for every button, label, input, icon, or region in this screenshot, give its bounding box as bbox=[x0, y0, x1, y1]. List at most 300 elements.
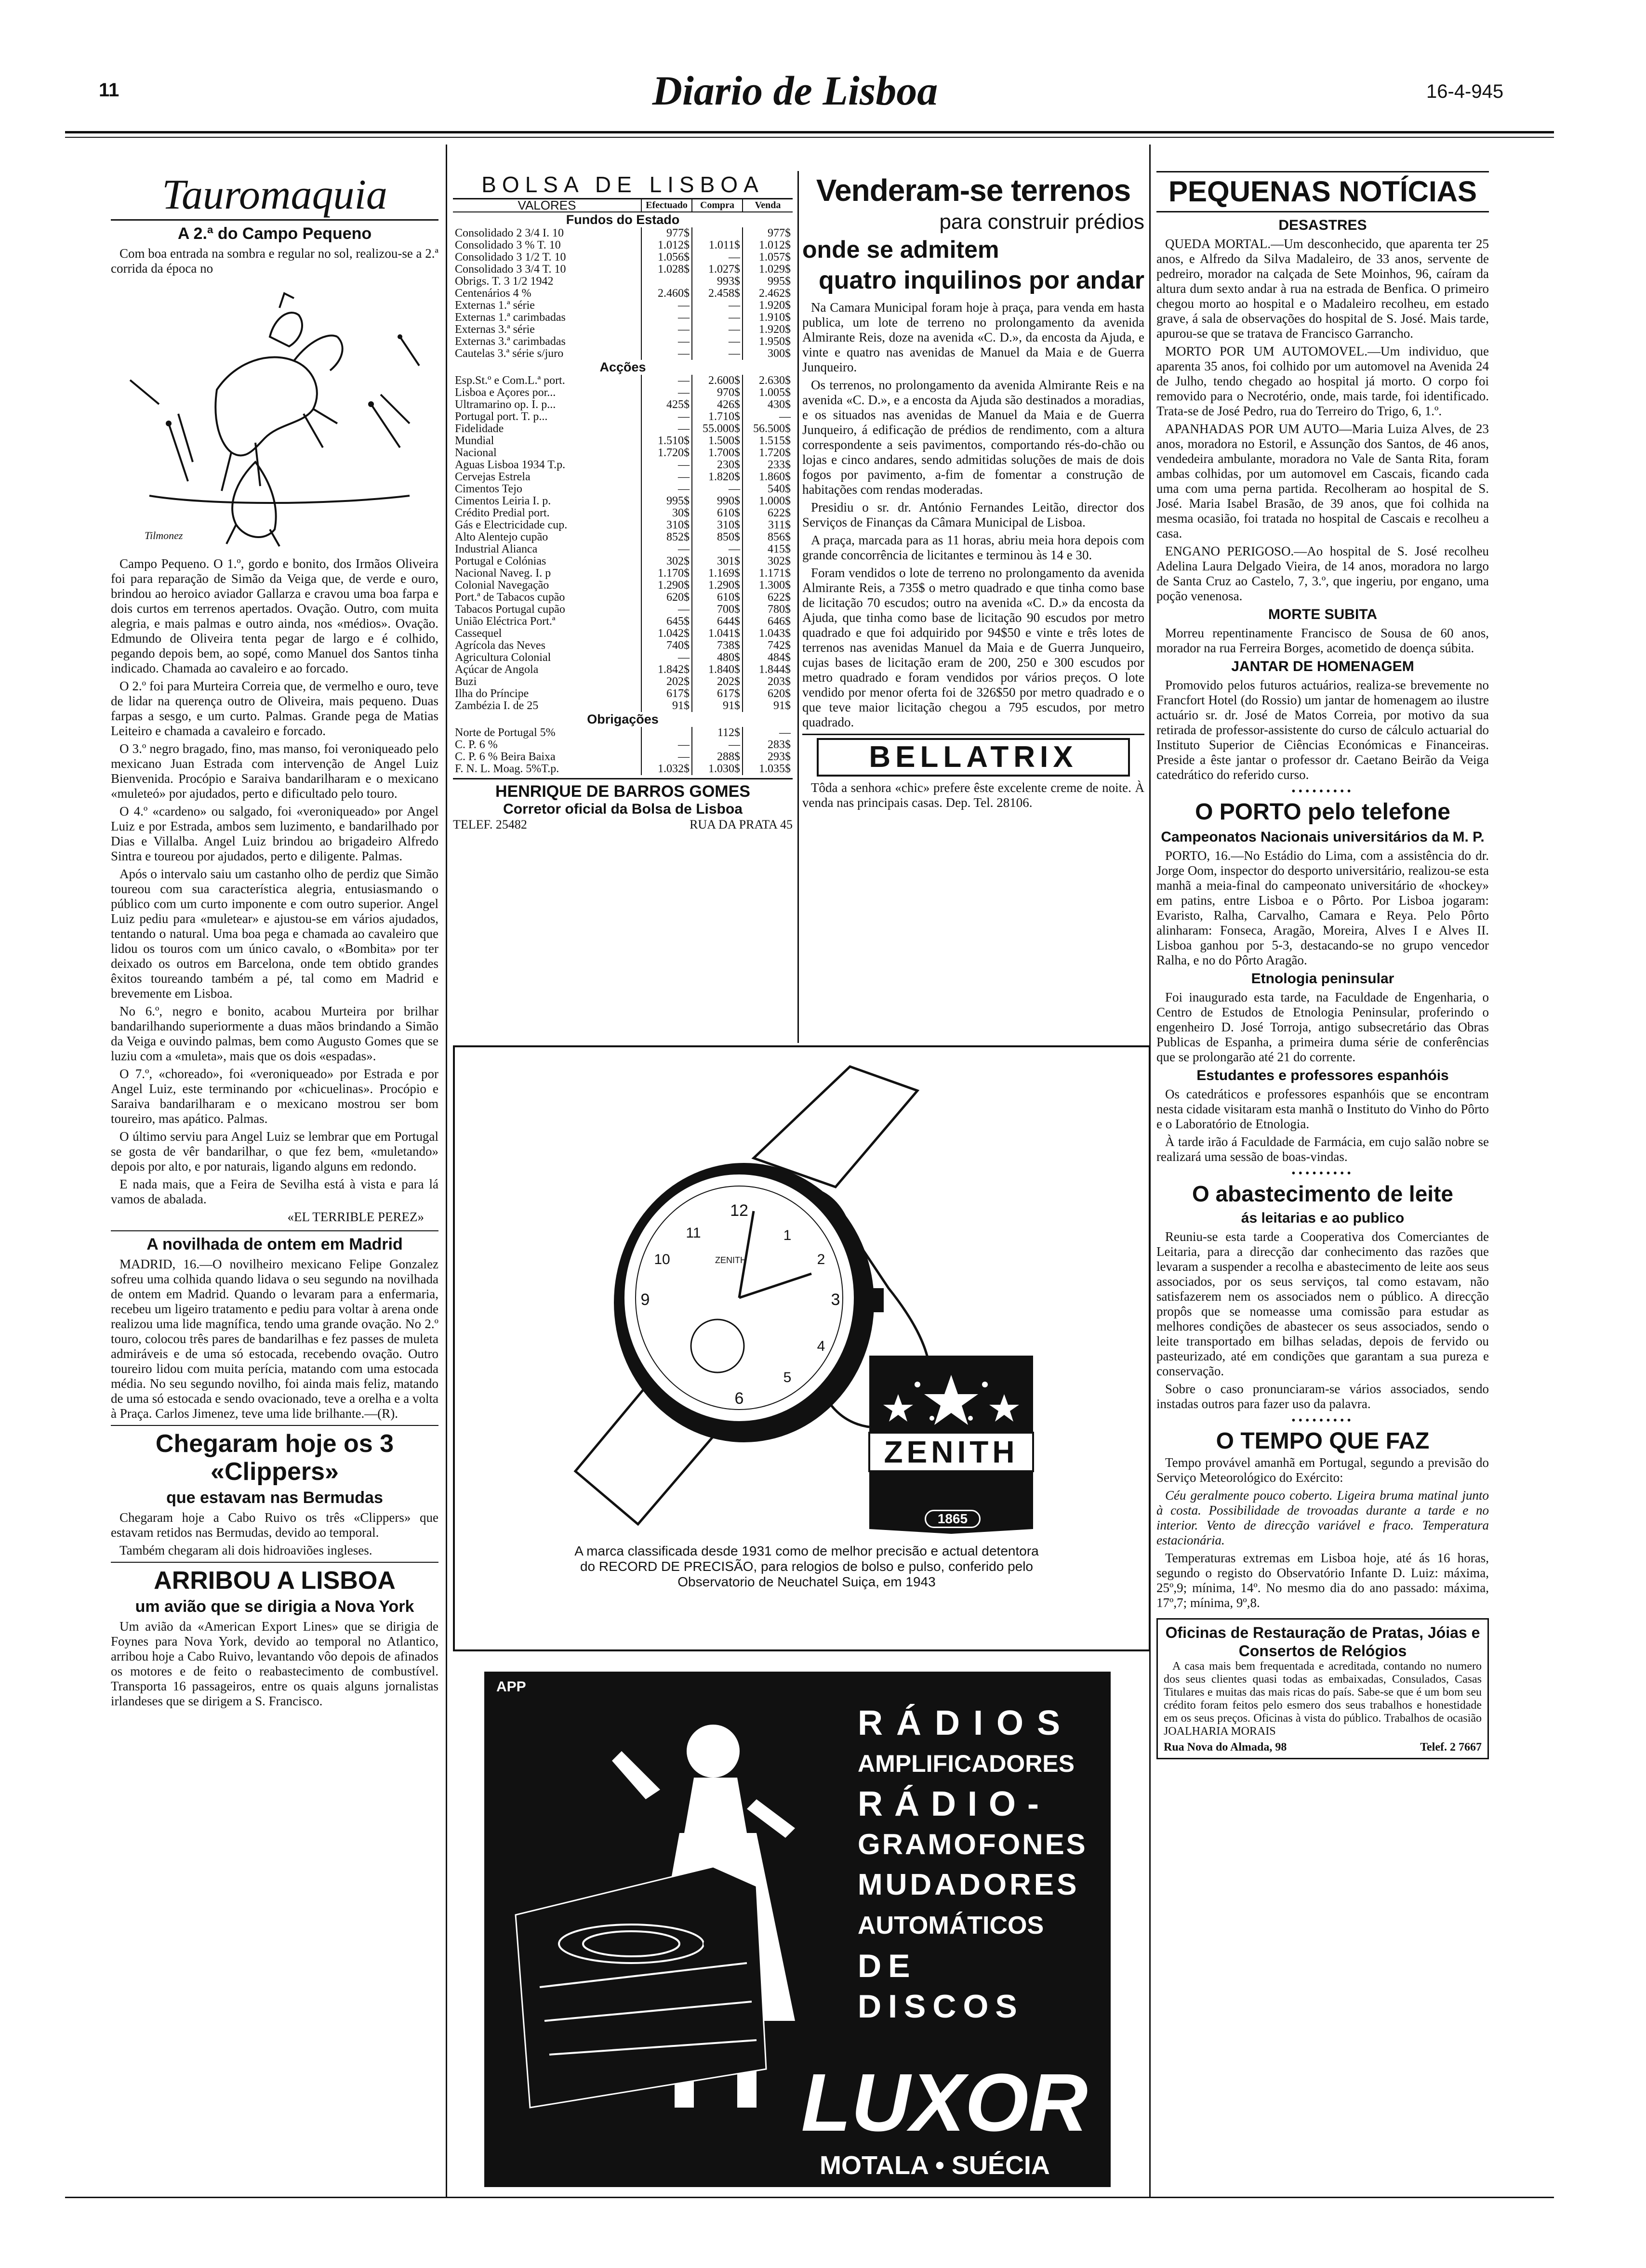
price-cell: 56.500$ bbox=[743, 423, 793, 435]
subsection-head: Etnologia peninsular bbox=[1251, 971, 1394, 987]
table-row bbox=[453, 312, 793, 324]
price-cell: — bbox=[692, 324, 743, 336]
column-pequenas-noticias bbox=[1156, 171, 1489, 1759]
security-name: C. P. 6 % Beira Baixa bbox=[455, 751, 556, 763]
column-header: Venda bbox=[743, 199, 793, 212]
table-row bbox=[453, 288, 793, 300]
price-cell: 415$ bbox=[743, 543, 793, 555]
table-row bbox=[453, 567, 793, 580]
price-cell: 91$ bbox=[692, 700, 743, 712]
column-divider bbox=[797, 171, 799, 1043]
price-cell: 1.169$ bbox=[692, 567, 743, 580]
table-row bbox=[453, 399, 793, 411]
price-cell: 1.011$ bbox=[692, 239, 743, 251]
security-name: Consolidado 2 3/4 I. 10 bbox=[455, 227, 564, 239]
table-row bbox=[453, 423, 793, 435]
price-cell: 993$ bbox=[692, 276, 743, 288]
security-name: Cimentos Tejo bbox=[455, 483, 522, 495]
price-cell: 1.012$ bbox=[743, 239, 793, 251]
price-cell: 1.005$ bbox=[743, 387, 793, 399]
price-cell: 425$ bbox=[641, 399, 692, 411]
security-name: Aguas Lisboa 1934 T.p. bbox=[455, 459, 566, 471]
security-name: Cautelas 3.ª série s/juro bbox=[455, 348, 564, 360]
price-cell: 970$ bbox=[692, 387, 743, 399]
security-name: Obrigs. T. 3 1/2 1942 bbox=[455, 276, 554, 288]
price-cell: — bbox=[692, 739, 743, 751]
price-cell: 1.950$ bbox=[743, 336, 793, 348]
section-title-tauromaquia: Tauromaquia bbox=[111, 171, 438, 221]
price-cell: 1.290$ bbox=[692, 580, 743, 592]
article-paragraph: No 6.º, negro e bonito, acabou Murteira por brilhar bandarilhando superiormente a duas mãos brindando a Simão da Veiga e ouvindo palmas, bem como Augusto Gomes que se luziu com a «muleta», mais que os dois «espadas». bbox=[111, 1004, 438, 1063]
price-cell: 2.458$ bbox=[692, 288, 743, 300]
price-cell: 310$ bbox=[692, 519, 743, 531]
price-cell: — bbox=[641, 471, 692, 483]
price-cell: 1.030$ bbox=[692, 763, 743, 775]
table-row bbox=[453, 616, 793, 628]
price-cell: 995$ bbox=[743, 276, 793, 288]
table-row bbox=[453, 531, 793, 543]
price-cell: 2.630$ bbox=[743, 375, 793, 387]
joalharia-ad bbox=[1156, 1618, 1489, 1759]
article-paragraph: E nada mais, que a Feira de Sevilha está à vista e para lá vamos de abalada. bbox=[111, 1177, 438, 1206]
table-row bbox=[453, 507, 793, 519]
price-cell: — bbox=[641, 483, 692, 495]
news-paragraph: Morreu repentinamente Francisco de Sousa de 60 anos, morador na rua Ferreira Borges, acometido de doença súbita. bbox=[1156, 626, 1489, 655]
security-name: Colonial Navegação bbox=[455, 580, 549, 592]
luxor-line: RÁDIOS bbox=[858, 1704, 1074, 1742]
headline-line2: para construir prédios bbox=[939, 210, 1144, 234]
price-cell: 1.290$ bbox=[641, 580, 692, 592]
stock-exchange-table bbox=[453, 171, 793, 832]
price-cell: 1.035$ bbox=[743, 763, 793, 775]
table-row bbox=[453, 459, 793, 471]
price-cell: 1.515$ bbox=[743, 435, 793, 447]
price-cell: — bbox=[641, 604, 692, 616]
news-paragraph: MORTO POR UM AUTOMOVEL.—Um individuo, que aparenta 35 anos, foi colhido por um automovel na Avenida 24 de Julho, tendo chegado ao hospital já morto. O corpo foi removido para o Necrotério, onde, mais tarde, foi identificado. Trata-se de José Pedro, rua do Terreiro do Trigo, 6, 1.º. bbox=[1156, 344, 1489, 418]
table-row bbox=[453, 592, 793, 604]
price-cell: 1.710$ bbox=[692, 411, 743, 423]
price-cell: 91$ bbox=[743, 700, 793, 712]
masthead-rule bbox=[65, 131, 1554, 133]
price-cell: 302$ bbox=[641, 555, 692, 567]
article-paragraph: Na Camara Municipal foram hoje à praça, para venda em hasta publica, um lote de terreno no prolongamento da avenida Almirante Reis, doze na avenida «C. D.», da encosta da Ajuda, e vinte e quatro nas avenidas de Manuel da Maia e de Guerra Junqueiro. bbox=[802, 300, 1144, 374]
security-name: Cimentos Leiria I. p. bbox=[455, 495, 551, 507]
broker-phone: TELEF. 25482 bbox=[453, 818, 527, 831]
price-cell: 202$ bbox=[641, 676, 692, 688]
price-cell: 480$ bbox=[692, 652, 743, 664]
article-headline: A novilhada de ontem em Madrid bbox=[146, 1235, 403, 1253]
price-cell: — bbox=[641, 324, 692, 336]
article-subheadline: um avião que se dirigia a Nova York bbox=[135, 1597, 414, 1616]
table-row bbox=[453, 251, 793, 264]
svg-text:6: 6 bbox=[734, 1389, 744, 1408]
joalharia-ad-phone: Telef. 2 7667 bbox=[1420, 1741, 1482, 1754]
security-name: Port.ª de Tabacos cupão bbox=[455, 592, 565, 604]
price-cell: 30$ bbox=[641, 507, 692, 519]
issue-date: 16-4-945 bbox=[1426, 81, 1504, 102]
zenith-brand: ZENITH bbox=[884, 1435, 1019, 1469]
luxor-line: RÁDIO- bbox=[858, 1785, 1050, 1823]
luxor-line: DE DISCOS bbox=[858, 1948, 1024, 2025]
price-cell: 202$ bbox=[692, 676, 743, 688]
price-cell bbox=[692, 227, 743, 239]
subsection-head: ás leitarias e ao publico bbox=[1241, 1210, 1405, 1226]
price-cell: 1.700$ bbox=[692, 447, 743, 459]
price-cell: — bbox=[692, 483, 743, 495]
article-paragraph: Os terrenos, no prolongamento da avenida Almirante Reis e na avenida «C. D.», e a encosta da Ajuda são destinados a moradias, e os situados nas avenidas de Manuel da Maia e de Guerra Junqueiro, á edificação de prédios de rendimento, com a altura correspondente a seis pavimentos, comportando rés-do-chão ou lojas e cinco andares, sendo admitidas soluções de mais de dois fogos por pavimento, a-fim de fomentar a construção de habitações com rendas moderadas. bbox=[802, 378, 1144, 497]
security-name: Industrial Alianca bbox=[455, 543, 538, 555]
table-row bbox=[453, 555, 793, 567]
news-paragraph: À tarde irão á Faculdade de Farmácia, em cujo salão nobre se realizará uma sessão de boas-vindas. bbox=[1156, 1134, 1489, 1164]
price-cell: — bbox=[641, 751, 692, 763]
luxor-line: GRAMOFONES bbox=[858, 1828, 1088, 1860]
price-cell: — bbox=[692, 251, 743, 264]
price-cell: 1.844$ bbox=[743, 664, 793, 676]
news-paragraph: APANHADAS POR UM AUTO—Maria Luiza Alves, de 23 anos, moradora no Estoril, e Assunção dos Santos, de 46 anos, vendedeira ambulante, moradora no Vale de Santa Rita, foram ambas colhidas, por um automovel em Cascais, ficando cada uma com uma perna partida. Recolheram ao hospital de S. José. Maria Isabel Brasão, de 39 anos, que foi colhida na mesma ocasião, foi tratada no hospital de Cascais e recolheu a casa. bbox=[1156, 422, 1489, 541]
article-paragraph: O 7.º, «choreado», foi «veroniqueado» por Estrada e por Angel Luiz, este terminando por «chicuelinas». Procópio e Saraiva bandarilharam e o mexicano mostrou ser bom toureiro, mas apático. Palmas. bbox=[111, 1067, 438, 1126]
luxor-brand: LUXOR bbox=[801, 2057, 1088, 2149]
price-cell: 91$ bbox=[641, 700, 692, 712]
price-cell: 2.460$ bbox=[641, 288, 692, 300]
security-name: Portugal port. T. p... bbox=[455, 411, 548, 423]
security-name: União Eléctrica Port.ª bbox=[455, 616, 556, 628]
price-cell: 301$ bbox=[692, 555, 743, 567]
price-cell: 430$ bbox=[743, 399, 793, 411]
security-name: Gás e Electricidade cup. bbox=[455, 519, 568, 531]
headline-line3: onde se admitem bbox=[802, 236, 999, 263]
price-cell: — bbox=[692, 336, 743, 348]
table-row bbox=[453, 411, 793, 423]
price-cell: 1.910$ bbox=[743, 312, 793, 324]
wristwatch-illustration bbox=[455, 1047, 1149, 1539]
svg-text:4: 4 bbox=[817, 1338, 825, 1354]
joalharia-ad-address: Rua Nova do Almada, 98 bbox=[1164, 1741, 1287, 1754]
page-bottom-rule bbox=[65, 2197, 1554, 2198]
price-cell: 1.043$ bbox=[743, 628, 793, 640]
table-section-header bbox=[453, 712, 793, 727]
separator: ••••••••• bbox=[1291, 1167, 1354, 1180]
article-paragraph: Com boa entrada na sombra e regular no sol, realizou-se a 2.ª corrida da época no bbox=[111, 246, 438, 276]
article-paragraph: Foram vendidos o lote de terreno no prolongamento da avenida Almirante Reis, a 735$ o metro quadrado e que tinha como base de licitação 70 escudos; outro na avenida «C. D.» da encosta da Ajuda, que tinha como base de licitação 90 escudos por metro quadrado e que foi adquirido por 94$50 e vinte e três lotes de terrenos nas avenidas Manuel da Maia e de Guerra Junqueiro, cujas bases de licitação eram de 200, 250 e 300 escudos por metro quadrado e foram vendidos por vários preços. O lote vendido por menor oferta foi de 326$50 por metro quadrado e o que teve maior licitação chegou a 795 escudos, por metro quadrado. bbox=[802, 566, 1144, 729]
table-row bbox=[453, 604, 793, 616]
luxor-radio-ad bbox=[484, 1672, 1111, 2187]
section-label: Acções bbox=[599, 360, 646, 374]
price-cell bbox=[641, 276, 692, 288]
price-cell: 1.027$ bbox=[692, 264, 743, 276]
security-name: Externas 3.ª série bbox=[455, 324, 535, 336]
price-cell: 646$ bbox=[743, 616, 793, 628]
news-paragraph: Foi inaugurado esta tarde, na Faculdade de Engenharia, o Centro de Estudos de Etnologia Peninsular, proferindo o engenheiro D. José Torroja, antigo subsecretário das Obras Publicas de Espanha, a primeira duma série de conferências que se prolongarão até 21 do corrente. bbox=[1156, 990, 1489, 1064]
bellatrix-ad-text: Tôda a senhora «chic» prefere êste excelente creme de noite. À venda nas principais casas. Dep. Tel. 28106. bbox=[802, 780, 1144, 810]
price-cell: 233$ bbox=[743, 459, 793, 471]
price-cell: 1.720$ bbox=[743, 447, 793, 459]
price-cell: — bbox=[743, 727, 793, 739]
price-cell: 1.842$ bbox=[641, 664, 692, 676]
price-cell: 977$ bbox=[641, 227, 692, 239]
security-name: Tabacos Portugal cupão bbox=[455, 604, 565, 616]
price-cell: 1.300$ bbox=[743, 580, 793, 592]
news-paragraph: Temperaturas extremas em Lisboa hoje, até ás 16 horas, segundo o registo do Observatório Infante D. Luiz: máxima, 25º,9; mínima, 14º. No mesmo dia do ano passado: máxima, 17º,7; mínima, 9º,8. bbox=[1156, 1551, 1489, 1610]
newspaper-title: Diario de Lisboa bbox=[652, 67, 938, 114]
luxor-line: AUTOMÁTICOS bbox=[858, 1912, 1044, 1939]
svg-text:10: 10 bbox=[654, 1252, 670, 1267]
svg-text:3: 3 bbox=[831, 1291, 840, 1309]
luxor-line: AMPLIFICADORES bbox=[858, 1750, 1075, 1777]
headline-tempo: O TEMPO QUE FAZ bbox=[1216, 1428, 1430, 1454]
article-paragraph: O 3.º negro bragado, fino, mas manso, foi veroniqueado pelo mexicano Juan Estrada com intervenção de Angel Luiz Bienvenida. Procópio e Saraiva bandarilharam e o mexicano «muleteó» por ajudados, perto e dificultado pelo touro. bbox=[111, 741, 438, 801]
price-cell: — bbox=[692, 312, 743, 324]
price-cell: — bbox=[692, 300, 743, 312]
price-cell: 620$ bbox=[641, 592, 692, 604]
page-number: 11 bbox=[99, 79, 119, 101]
subsection-head: JANTAR DE HOMENAGEM bbox=[1231, 659, 1414, 674]
security-name: Fidelidade bbox=[455, 423, 504, 435]
price-cell: — bbox=[641, 336, 692, 348]
price-cell: 610$ bbox=[692, 592, 743, 604]
article-paragraph: Campo Pequeno. O 1.º, gordo e bonito, dos Irmãos Oliveira foi para reparação de Simão da Veiga que, de verde e ouro, brindou ao heroico aviador Gallarza e cravou uma boa farpa e dois curtos em terrenos apertados. Ovação. Outro, com muita alegria, e mais palmas e outro ainda, nos «médios». Ovação. Edmundo de Oliveira tenta pegar de largo e é colhido, pegando depois bem, ao sopé, como Manuel dos Santos tinha indicado. Chamada ao cavaleiro e ao forcado. bbox=[111, 556, 438, 675]
table-section-header bbox=[453, 212, 793, 227]
price-cell: 1.029$ bbox=[743, 264, 793, 276]
security-name: Alto Alentejo cupão bbox=[455, 531, 548, 543]
table-row bbox=[453, 739, 793, 751]
security-name: Norte de Portugal 5% bbox=[455, 727, 556, 739]
article-headline-arribou: ARRIBOU A LISBOA bbox=[154, 1567, 396, 1595]
svg-text:12: 12 bbox=[730, 1201, 748, 1220]
price-cell: — bbox=[692, 348, 743, 360]
security-name: Açúcar de Angola bbox=[455, 664, 539, 676]
table-row bbox=[453, 227, 793, 239]
price-cell: 1.056$ bbox=[641, 251, 692, 264]
luxor-origin: MOTALA • SUÉCIA bbox=[820, 2151, 1050, 2180]
column-header: Efectuado bbox=[641, 199, 692, 212]
article-paragraph: O último serviu para Angel Luiz se lembrar que em Portugal se gosta de vêr bandarilhar, o que fez bem, «muletando» depois por alto, e por naturais, ligando alguns em redondo. bbox=[111, 1129, 438, 1174]
price-cell: — bbox=[692, 543, 743, 555]
price-cell: 1.820$ bbox=[692, 471, 743, 483]
table-row bbox=[453, 348, 793, 360]
article-paragraph: MADRID, 16.—O novilheiro mexicano Felipe Gonzalez sofreu uma colhida quando lidava o seu segundo na novilhada de ontem em Madrid. Quando o levaram para a enfermaria, recebeu um ligeiro tratamento e pediu para voltar à arena onde realizou uma lide magnífica, tendo uma grande ovação. No 2.º touro, colocou três pares de bandarilhas e fez passes de muleta admiráveis e de uma só estocada, recebendo ovação. Outro toureiro lidou com muita perícia, matando com uma estocada média. No seu segundo novilho, foi ainda mais feliz, matando de uma só estocada e sendo ovacionado, teve a orelha e a volta à Praça. Carlos Jimenez, teve uma lide brilhante.—(R). bbox=[111, 1257, 438, 1421]
table-row bbox=[453, 336, 793, 348]
article-paragraph: Presidiu o sr. dr. António Fernandes Leitão, director dos Serviços de Finanças da Câmara Municipal de Lisboa. bbox=[802, 500, 1144, 529]
table-row bbox=[453, 652, 793, 664]
table-row bbox=[453, 264, 793, 276]
subsection-head: Estudantes e professores espanhóis bbox=[1196, 1068, 1449, 1083]
table-row bbox=[453, 628, 793, 640]
table-row bbox=[453, 495, 793, 507]
price-cell: 288$ bbox=[692, 751, 743, 763]
price-cell: 310$ bbox=[641, 519, 692, 531]
price-cell: — bbox=[641, 387, 692, 399]
price-cell: 995$ bbox=[641, 495, 692, 507]
joalharia-ad-title: Oficinas de Restauração de Pratas, Jóias e Consertos de Relógios bbox=[1165, 1624, 1480, 1660]
price-cell: — bbox=[641, 459, 692, 471]
table-row bbox=[453, 300, 793, 312]
bellatrix-ad-title: BELLATRIX bbox=[817, 738, 1130, 777]
table-row bbox=[453, 676, 793, 688]
security-name: Agrícola das Neves bbox=[455, 640, 545, 652]
security-name: Cervejas Estrela bbox=[455, 471, 531, 483]
table-row bbox=[453, 324, 793, 336]
price-cell: 990$ bbox=[692, 495, 743, 507]
column-divider bbox=[446, 145, 447, 2197]
table-row bbox=[453, 471, 793, 483]
separator: ••••••••• bbox=[1291, 1414, 1354, 1427]
bolsa-title: BOLSA DE LISBOA bbox=[453, 171, 793, 199]
headline-leite: O abastecimento de leite bbox=[1192, 1181, 1453, 1206]
price-cell: 850$ bbox=[692, 531, 743, 543]
table-row bbox=[453, 751, 793, 763]
price-cell: 300$ bbox=[743, 348, 793, 360]
price-cell: 742$ bbox=[743, 640, 793, 652]
masthead-rule-thin bbox=[65, 137, 1554, 138]
price-cell: 738$ bbox=[692, 640, 743, 652]
price-cell: 780$ bbox=[743, 604, 793, 616]
table-row bbox=[453, 276, 793, 288]
table-section-header bbox=[453, 360, 793, 375]
separator: ••••••••• bbox=[1291, 785, 1354, 798]
price-cell: 856$ bbox=[743, 531, 793, 543]
article-headline: A 2.ª do Campo Pequeno bbox=[177, 224, 372, 243]
subsection-head: Campeonatos Nacionais universitários da M. P. bbox=[1161, 829, 1485, 845]
price-cell: 1.840$ bbox=[692, 664, 743, 676]
security-name: Consolidado 3 1/2 T. 10 bbox=[455, 251, 566, 264]
price-cell: 740$ bbox=[641, 640, 692, 652]
price-cell: 1.057$ bbox=[743, 251, 793, 264]
security-name: Externas 1.ª carimbadas bbox=[455, 312, 566, 324]
price-cell: 1.510$ bbox=[641, 435, 692, 447]
news-paragraph: Tempo provável amanhã em Portugal, segundo a previsão do Serviço Meteorológico do Exército: bbox=[1156, 1455, 1489, 1485]
security-name: Lisboa e Açores por... bbox=[455, 387, 556, 399]
price-cell: — bbox=[641, 375, 692, 387]
security-name: Cassequel bbox=[455, 628, 502, 640]
security-name: Zambézia I. de 25 bbox=[455, 700, 539, 712]
headline-line4: quatro inquilinos por andar bbox=[819, 266, 1144, 294]
price-cell bbox=[641, 727, 692, 739]
column-header: Compra bbox=[692, 199, 743, 212]
news-paragraph: ENGANO PERIGOSO.—Ao hospital de S. José recolheu Adelina Laura Delgado Vieira, de 14 anos, moradora no largo de Santa Cruz ao Castelo, 7, 3.º, que ingeriu, por engano, uma poção venenosa. bbox=[1156, 544, 1489, 603]
price-cell: 617$ bbox=[692, 688, 743, 700]
price-cell: 1.012$ bbox=[641, 239, 692, 251]
article-paragraph: Um avião da «American Export Lines» que se dirigia de Foynes para Nova York, devido ao temporal no Atlantico, arribou hoje a Cabo Ruivo, levantando vôo depois de afinados os motores e de feito o reabastecimento de combustível. Transporta 16 passageiros, entre os quais alguns jornalistas irlandeses que se dirigem a S. Francisco. bbox=[111, 1619, 438, 1708]
article-headline-clippers: Chegaram hoje os 3 «Clippers» bbox=[155, 1430, 394, 1486]
price-cell: 1.042$ bbox=[641, 628, 692, 640]
price-cell: 203$ bbox=[743, 676, 793, 688]
article-paragraph: O 4.º «cardeno» ou salgado, foi «veroniqueado» por Angel Luiz e por Estrada, ambos sem luzimento, e bandarilhado por Dias e Villalba. Angel Luiz brindou ao brigadeiro Alfredo Sintra e toureou por ajudados, perto e diligente. Palmas. bbox=[111, 804, 438, 863]
price-cell: 2.462$ bbox=[743, 288, 793, 300]
price-cell: 622$ bbox=[743, 592, 793, 604]
price-cell: 1.920$ bbox=[743, 300, 793, 312]
news-paragraph: Reuniu-se esta tarde a Cooperativa dos Comerciantes de Leitaria, para a direcção dar conhecimento das razões que levaram a suspender a recolha e abastecimento de leite aos seus associados, por os seus serviços, tal como estavam, não satisfazerem nem os associados nem o público. A direcção propôs que se nomeasse uma comissão para estudar as melhores condições de abastecer os seus associados, sendo o leite transportado em bilhas seladas, depois de fervido ou pasteurizado, até em condições que garantam a sua pureza e conservação. bbox=[1156, 1229, 1489, 1378]
price-cell: 700$ bbox=[692, 604, 743, 616]
price-cell: 645$ bbox=[641, 616, 692, 628]
zenith-year: 1865 bbox=[925, 1510, 981, 1528]
price-cell: 1.500$ bbox=[692, 435, 743, 447]
price-cell: 620$ bbox=[743, 688, 793, 700]
zenith-dial-brand: ZENITH bbox=[715, 1255, 746, 1265]
security-name: Agricultura Colonial bbox=[455, 652, 551, 664]
article-paragraph: Chegaram hoje a Cabo Ruivo os três «Clippers» que estavam retidos nas Bermudas, devido ao temporal. bbox=[111, 1510, 438, 1540]
price-cell: 1.032$ bbox=[641, 763, 692, 775]
article-signature: «EL TERRIBLE PEREZ» bbox=[287, 1210, 424, 1224]
security-name: Consolidado 3 % T. 10 bbox=[455, 239, 561, 251]
security-name: Externas 1.ª série bbox=[455, 300, 535, 312]
table-row bbox=[453, 688, 793, 700]
price-cell: 1.041$ bbox=[692, 628, 743, 640]
price-cell: — bbox=[641, 411, 692, 423]
zenith-watch-ad bbox=[453, 1045, 1151, 1651]
price-cell: 2.600$ bbox=[692, 375, 743, 387]
price-cell: — bbox=[743, 411, 793, 423]
price-cell: 610$ bbox=[692, 507, 743, 519]
illustration-signature: Tilmonez bbox=[145, 529, 183, 541]
joalharia-ad-text: A casa mais bem frequentada e acreditada, contando no numero dos seus clientes quasi todas as embaixadas, Consulados, Casas Titulares e muitas das mais ricas do país. Sabe-se que é um bom seu crédito foram feitos pelo esmero dos seus trabalhos e honestidade em os seus preços. Oficinas à vista do público. Trabalhos de ocasião JOALHARIA MORAIS bbox=[1164, 1660, 1482, 1738]
news-paragraph: Sobre o caso pronunciaram-se vários associados, sendo instadas outros para fazer uso da palavra. bbox=[1156, 1382, 1489, 1411]
price-cell: 112$ bbox=[692, 727, 743, 739]
luxor-tag: APP bbox=[496, 1679, 526, 1695]
luxor-line: MUDADORES bbox=[858, 1868, 1080, 1901]
news-paragraph: Promovido pelos futuros actuários, realiza-se brevemente no Francfort Hotel (do Rossio) um jantar de homenagem ao ilustre actuário sr. dr. José de Matos Correia, por motivo da sua retirada de professor-assistente do curso de cálculo actuarial do Instituto Superior de Ciências Económicas e Financeiras. Preside a êste jantar o professor dr. Caetano Beirão da Veiga catedrático do referido curso. bbox=[1156, 678, 1489, 782]
section-label: Obrigações bbox=[587, 712, 659, 726]
bullfight-illustration bbox=[111, 279, 438, 554]
headline-line1: Venderam-se terrenos bbox=[816, 173, 1131, 208]
security-name: Nacional bbox=[455, 447, 497, 459]
table-row bbox=[453, 664, 793, 676]
price-cell: 977$ bbox=[743, 227, 793, 239]
section-title-pequenas-noticias: PEQUENAS NOTÍCIAS bbox=[1156, 171, 1489, 212]
security-name: Portugal e Colónias bbox=[455, 555, 546, 567]
security-name: Mundial bbox=[455, 435, 494, 447]
news-paragraph: PORTO, 16.—No Estádio do Lima, com a assistência do dr. Jorge Oom, inspector do desporto universitário, realizou-se esta manhã a meia-final do campeonato universitário de «hockey» em patins, entre Lisboa e o Pôrto. Por Lisboa jogaram: Evaristo, Ralha, Carvalho, Camara e Reya. Pelo Pôrto alinharam: Fonseca, Aragão, Moreira, Alves I e Alves II. Lisboa ganhou por 5-3, destacando-se no grupo vencedor Ralha, e no do Pôrto Aragão. bbox=[1156, 848, 1489, 967]
table-row bbox=[453, 700, 793, 712]
price-cell: 1.720$ bbox=[641, 447, 692, 459]
price-cell: 1.028$ bbox=[641, 264, 692, 276]
price-cell: 1.170$ bbox=[641, 567, 692, 580]
table-row bbox=[453, 580, 793, 592]
article-paragraph: O 2.º foi para Murteira Correia que, de vermelho e ouro, teve de lidar na querença outro de Oliveira, mais pequeno. Duas farpas a sesgo, e um curto. Palmas. Grande pega de Matias Leiteiro e chamada a cavaleiro e forcado. bbox=[111, 679, 438, 738]
news-paragraph: Os catedráticos e professores espanhóis que se encontram nesta cidade visitaram esta manhã o Instituto do Vinho do Pôrto e o Laboratório de Etnologia. bbox=[1156, 1087, 1489, 1131]
column-terrenos bbox=[802, 171, 1144, 813]
table-row bbox=[453, 239, 793, 251]
svg-text:1: 1 bbox=[783, 1227, 792, 1243]
price-cell: — bbox=[641, 312, 692, 324]
subsection-head: DESASTRES bbox=[1278, 217, 1367, 233]
price-cell: 644$ bbox=[692, 616, 743, 628]
price-cell: 293$ bbox=[743, 751, 793, 763]
security-name: Buzi bbox=[455, 676, 477, 688]
security-name: Crédito Predial port. bbox=[455, 507, 550, 519]
price-cell: 1.860$ bbox=[743, 471, 793, 483]
article-paragraph: Também chegaram ali dois hidroaviões ingleses. bbox=[119, 1543, 372, 1557]
price-cell: 230$ bbox=[692, 459, 743, 471]
price-cell: 617$ bbox=[641, 688, 692, 700]
news-paragraph: QUEDA MORTAL.—Um desconhecido, que aparenta ter 25 anos, e Alfredo da Silva Madaleiro, de 33 anos, servente de pedreiro, morador na calçada de Sete Moinhos, 96, caíram da altura dum sexto andar à rua na estrada de Benfica. O primeiro chegou morto ao hospital e o Madaleiro recolheu, em estado grave, á sala de observações do hospital de S. José. Mais tarde, apurou-se que se tratava de Francisco Garrancho. bbox=[1156, 237, 1489, 341]
price-cell: 1.000$ bbox=[743, 495, 793, 507]
security-name: C. P. 6 % bbox=[455, 739, 498, 751]
news-paragraph: Céu geralmente pouco coberto. Ligeira bruma matinal junto à costa. Possibilidade de trovoadas durante a tarde e no interior. Vento de direcção variável e fraco. Temperatura estacionária. bbox=[1156, 1488, 1489, 1547]
table-row bbox=[453, 519, 793, 531]
article-paragraph: Após o intervalo saiu um castanho olho de perdiz que Simão toureou com sua característica alegria, entusiasmando o público com um curto imponente e com outro superior. Angel Luiz pediu para «muletear» e ajustou-se em vários ajudados, tentando o natural. Uma boa pega e chamada ao cavaleiro que lidou os touros com um único cavalo, o «Bombita» por ter deixado os outros em Barcelona, onde tem obtido grandes êxitos toureando também a pé, tal como em Madrid e brevemente em Lisboa. bbox=[111, 867, 438, 1001]
table-row bbox=[453, 763, 793, 775]
bolsa-table bbox=[453, 199, 793, 775]
price-cell: 1.920$ bbox=[743, 324, 793, 336]
security-name: Centenários 4 % bbox=[455, 288, 531, 300]
table-row bbox=[453, 483, 793, 495]
broker-name: HENRIQUE DE BARROS GOMES bbox=[495, 782, 750, 801]
price-cell: 283$ bbox=[743, 739, 793, 751]
security-name: F. N. L. Moag. 5%T.p. bbox=[455, 763, 559, 775]
table-row bbox=[453, 727, 793, 739]
article-paragraph: A praça, marcada para as 11 horas, abriu meia hora depois com grande concorrência de licitantes e terminou às 14 e 30. bbox=[802, 533, 1144, 562]
subsection-head: MORTE SUBITA bbox=[1268, 607, 1378, 622]
